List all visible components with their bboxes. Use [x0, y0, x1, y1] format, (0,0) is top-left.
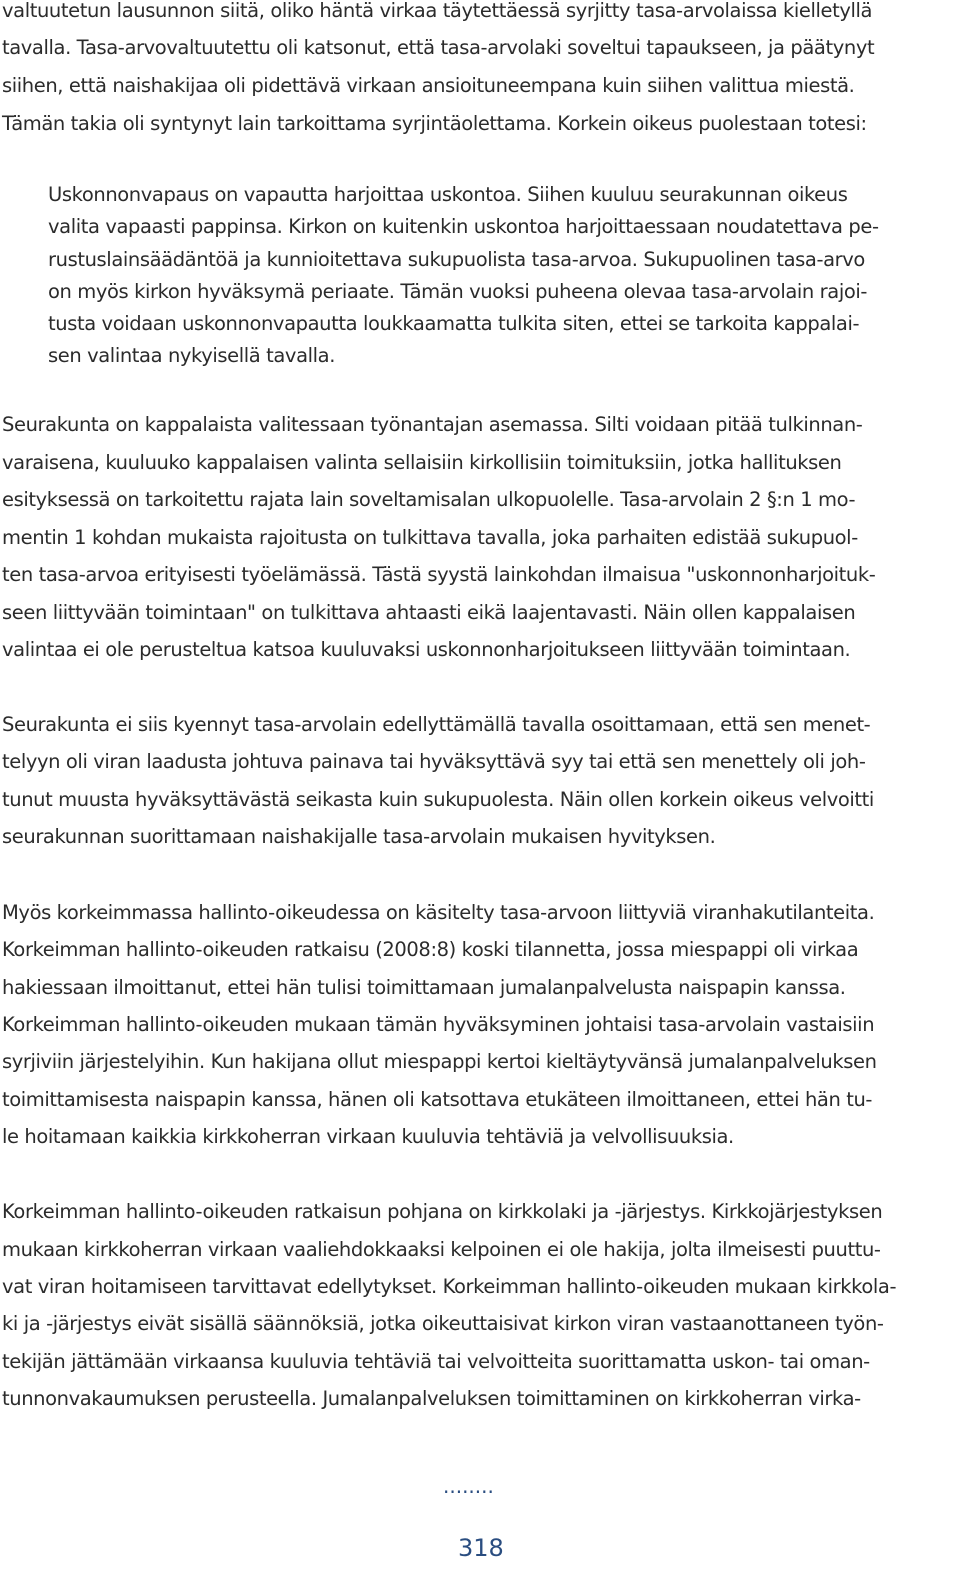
text-line: ten tasa-arvoa erityisesti työelämässä. Tästä syystä lainkohdan ilmaisua "uskonnonharjoituk- [2, 563, 876, 586]
text-line: valtuutetun lausunnon siitä, oliko häntä virkaa täytettäessä syrjitty tasa-arvolaissa kielletyllä [2, 0, 873, 22]
text-line: tavalla. Tasa-arvovaltuutettu oli katsonut, että tasa-arvolaki soveltui tapaukseen, ja päätynyt [2, 36, 875, 59]
text-line: valintaa ei ole perusteltua katsoa kuuluvaksi uskonnonharjoitukseen liittyvään toimintaan. [2, 638, 851, 661]
quote-line: sen valintaa nykyisellä tavalla. [48, 344, 336, 367]
text-line: toimittamisesta naispapin kanssa, hänen oli katsottava etukäteen ilmoittaneen, ettei hän tu- [2, 1088, 873, 1111]
text-line: Myös korkeimmassa hallinto-oikeudessa on käsitelty tasa-arvoon liittyviä viranhakutilanteita. [2, 901, 875, 924]
text-line: hakiessaan ilmoittanut, ettei hän tulisi toimittamaan jumalanpalvelusta naispapin kanssa. [2, 976, 846, 999]
text-line: esityksessä on tarkoitettu rajata lain soveltamisalan ulkopuolelle. Tasa-arvolain 2 §:n 1 mo- [2, 488, 856, 511]
page-number: 318 [458, 1534, 504, 1562]
text-line: ki ja -järjestys eivät sisällä säännöksiä, jotka oikeuttaisivat kirkon viran vastaanottaneen työn- [2, 1312, 884, 1335]
text-line: seen liittyvään toimintaan" on tulkittava ahtaasti eikä laajentavasti. Näin ollen kappalaisen [2, 601, 856, 624]
text-line: mentin 1 kohdan mukaista rajoitusta on tulkittava tavalla, joka parhaiten edistää sukupuol- [2, 526, 858, 549]
text-line: siihen, että naishakijaa oli pidettävä virkaan ansioituneempana kuin siihen valittua miestä. [2, 74, 855, 97]
text-line: Korkeimman hallinto-oikeuden ratkaisun pohjana on kirkkolaki ja -järjestys. Kirkkojärjestyksen [2, 1200, 883, 1223]
text-line: vat viran hoitamiseen tarvittavat edellytykset. Korkeimman hallinto-oikeuden mukaan kirkkola- [2, 1275, 897, 1298]
text-line: Korkeimman hallinto-oikeuden ratkaisu (2008:8) koski tilannetta, jossa miespappi oli virkaa [2, 938, 859, 961]
text-line: varaisena, kuuluuko kappalaisen valinta sellaisiin kirkollisiin toimituksiin, jotka hallituksen [2, 451, 842, 474]
footer-dots: ........ [443, 1474, 494, 1498]
text-line: Seurakunta ei siis kyennyt tasa-arvolain edellyttämällä tavalla osoittamaan, että sen menet- [2, 713, 871, 736]
text-line: telyyn oli viran laadusta johtuva painava tai hyväksyttävä syy tai että sen menettely oli joh- [2, 750, 866, 773]
text-line: seurakunnan suorittamaan naishakijalle tasa-arvolain mukaisen hyvityksen. [2, 825, 716, 848]
text-line: Korkeimman hallinto-oikeuden mukaan tämän hyväksyminen johtaisi tasa-arvolain vastaisiin [2, 1013, 875, 1036]
text-line: Tämän takia oli syntynyt lain tarkoittama syrjintäolettama. Korkein oikeus puolestaan totesi: [2, 112, 867, 135]
quote-line: tusta voidaan uskonnonvapautta loukkaamatta tulkita siten, ettei se tarkoita kappalai- [48, 312, 860, 335]
text-line: tunnonvakaumuksen perusteella. Jumalanpalveluksen toimittaminen on kirkkoherran virka- [2, 1387, 861, 1410]
text-line: tunut muusta hyväksyttävästä seikasta kuin sukupuolesta. Näin ollen korkein oikeus velvoitti [2, 788, 874, 811]
text-line: tekijän jättämään virkaansa kuuluvia tehtäviä tai velvoitteita suorittamatta uskon- tai oman- [2, 1350, 870, 1373]
text-line: mukaan kirkkoherran virkaan vaaliehdokkaaksi kelpoinen ei ole hakija, jolta ilmeisesti puuttu- [2, 1238, 881, 1261]
quote-line: rustuslainsäädäntöä ja kunnioitettava sukupuolista tasa-arvoa. Sukupuolinen tasa-arvo [48, 248, 865, 271]
quote-line: valita vapaasti pappinsa. Kirkon on kuitenkin uskontoa harjoittaessaan noudatettava pe- [48, 215, 879, 238]
text-line: le hoitamaan kaikkia kirkkoherran virkaan kuuluvia tehtäviä ja velvollisuuksia. [2, 1125, 734, 1148]
quote-line: on myös kirkon hyväksymä periaate. Tämän vuoksi puheena olevaa tasa-arvolain rajoi- [48, 280, 868, 303]
text-line: syrjiviin järjestelyihin. Kun hakijana ollut miespappi kertoi kieltäytyvänsä jumalanpalveluksen [2, 1050, 877, 1073]
quote-line: Uskonnonvapaus on vapautta harjoittaa uskontoa. Siihen kuuluu seurakunnan oikeus [48, 183, 848, 206]
text-line: Seurakunta on kappalaista valitessaan työnantajan asemassa. Silti voidaan pitää tulkinnan- [2, 413, 863, 436]
